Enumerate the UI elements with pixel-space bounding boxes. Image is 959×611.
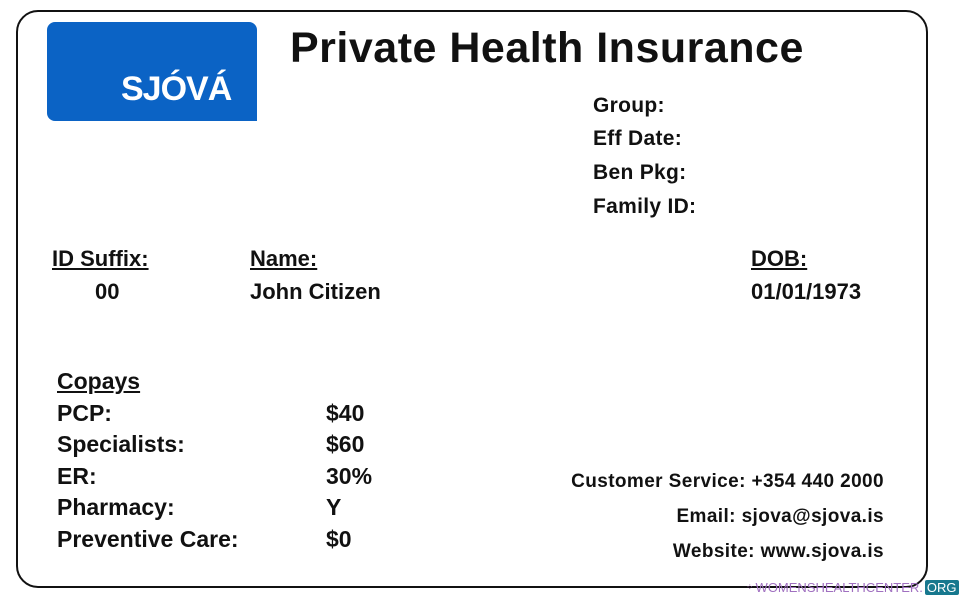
copays-heading: Copays	[57, 368, 141, 394]
dots-icon: ⁘	[746, 582, 754, 592]
copay-value: Y	[326, 494, 342, 520]
card-title: Private Health Insurance	[290, 24, 804, 72]
logo-text: SJÓVÁ	[121, 70, 232, 108]
ben-pkg-label: Ben Pkg:	[593, 161, 687, 184]
id-suffix-label: ID Suffix:	[52, 246, 149, 271]
contact-website: Website: www.sjova.is	[672, 541, 884, 562]
sjova-logo	[47, 22, 257, 121]
copay-value: $60	[326, 431, 365, 457]
copay-label: PCP:	[57, 400, 112, 426]
name-value: John Citizen	[250, 279, 381, 304]
contact-email: Email: sjova@sjova.is	[676, 506, 884, 527]
copay-value: $40	[326, 400, 365, 426]
copay-value: 30%	[326, 463, 373, 489]
family-id-label: Family ID:	[593, 195, 697, 218]
copay-label: Pharmacy:	[57, 494, 175, 520]
eff-date-label: Eff Date:	[593, 127, 683, 150]
name-label: Name:	[250, 246, 318, 271]
dob-label: DOB:	[751, 246, 808, 271]
copay-value: $0	[326, 526, 352, 552]
watermark-tld: ORG	[926, 580, 957, 595]
copay-label: ER:	[57, 463, 97, 489]
dob-value: 01/01/1973	[751, 279, 862, 304]
copay-label: Specialists:	[57, 431, 185, 457]
watermark-text: WOMENSHEALTHCENTER.	[755, 580, 923, 595]
watermark	[746, 580, 959, 595]
id-suffix-value: 00	[95, 279, 120, 304]
customer-service-phone: Customer Service: +354 440 2000	[571, 471, 884, 492]
group-label: Group:	[593, 94, 665, 117]
copay-label: Preventive Care:	[57, 526, 239, 552]
